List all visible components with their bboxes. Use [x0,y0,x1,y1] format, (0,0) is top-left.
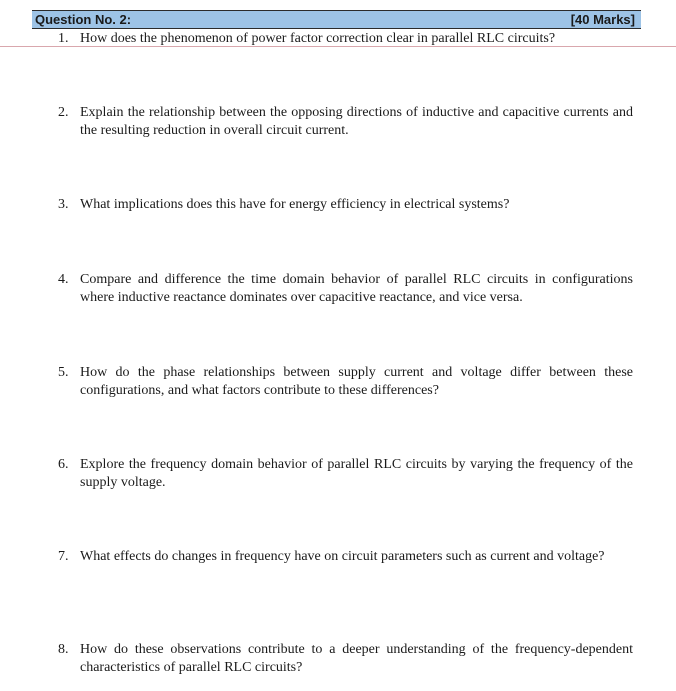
question-title: Question No. 2: [35,12,132,27]
question-number: 2. [58,105,69,120]
question-text: What implications does this have for energy efficiency in electrical systems? [80,197,510,212]
question-item-1 [58,30,633,48]
question-text: Explain the relationship between the opposing directions of inductive and capacitive currents and the resulting reduction in overall circuit current. [80,105,633,138]
question-item-4 [58,271,633,307]
question-text: Compare and difference the time domain behavior of parallel RLC circuits in configurations where inductive reactance dominates over capacitive reactance, and vice versa. [80,272,633,305]
question-number: 1. [58,31,69,46]
question-text: How does the phenomenon of power factor correction clear in parallel RLC circuits? [80,31,556,46]
question-text: How do the phase relationships between supply current and voltage differ between these configurations, and what factors contribute to these differences? [80,365,633,398]
question-item-5 [58,364,633,400]
question-text: What effects do changes in frequency have on circuit parameters such as current and voltage? [80,549,605,564]
question-number: 5. [58,365,69,380]
question-number: 7. [58,549,69,564]
question-header [32,10,641,29]
question-item-7 [58,548,633,566]
question-item-8 [58,641,633,677]
question-number: 8. [58,642,69,657]
question-number: 6. [58,457,69,472]
question-item-3 [58,196,633,214]
question-item-6 [58,456,633,492]
question-item-2 [58,104,633,140]
question-text: How do these observations contribute to a deeper understanding of the frequency-dependent characteristics of parallel RLC circuits? [80,642,633,675]
marks-label: [40 Marks] [570,12,635,27]
question-number: 4. [58,272,69,287]
question-text: Explore the frequency domain behavior of parallel RLC circuits by varying the frequency of the supply voltage. [80,457,633,490]
question-number: 3. [58,197,69,212]
